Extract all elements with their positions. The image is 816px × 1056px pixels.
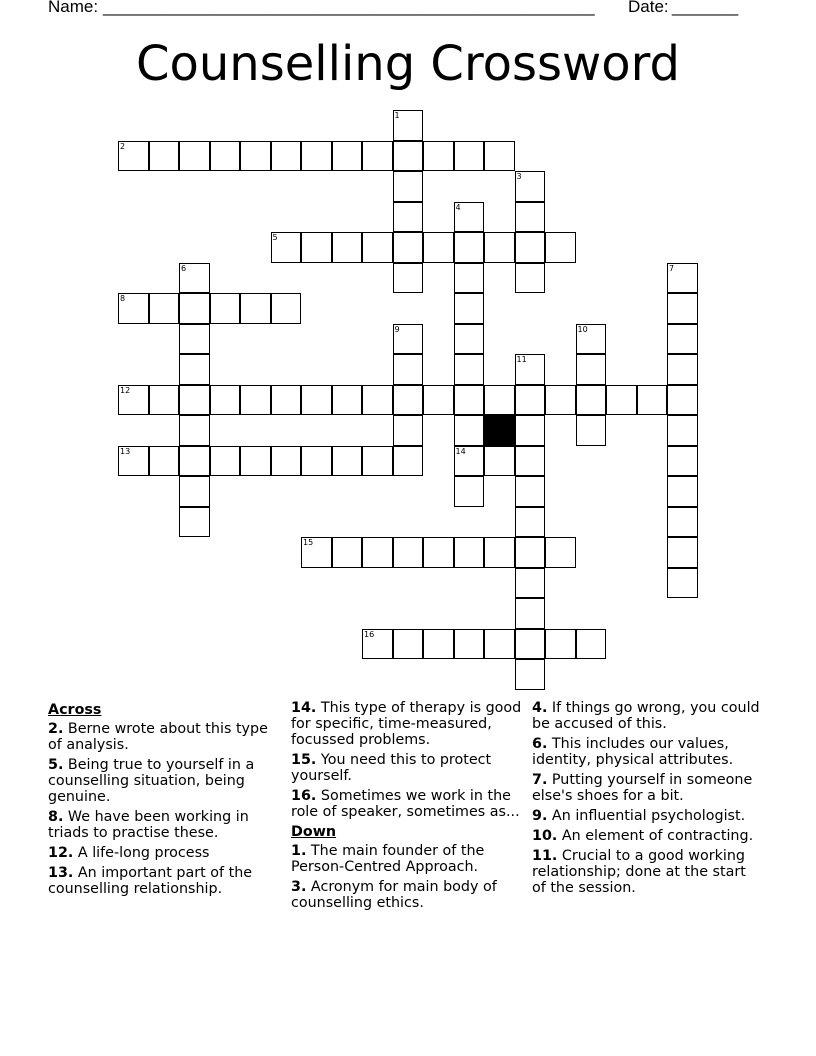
grid-cell[interactable] (454, 232, 485, 263)
grid-cell[interactable] (515, 568, 546, 599)
across-heading: Across (48, 702, 102, 718)
clue-number: 4 (455, 202, 461, 212)
clue-number: 8 (120, 294, 126, 303)
clue-item (291, 752, 523, 784)
grid-cell[interactable] (271, 446, 302, 477)
grid-cell[interactable] (454, 476, 485, 507)
clue-item (532, 808, 764, 824)
grid-cell[interactable] (240, 141, 271, 172)
grid-cell[interactable] (301, 385, 332, 416)
grid-cell[interactable] (393, 110, 424, 141)
grid-cell[interactable] (667, 324, 698, 355)
clue-item (291, 700, 523, 748)
grid-cell[interactable] (606, 385, 637, 416)
grid-cell[interactable] (667, 507, 698, 538)
clue-number: 11 (516, 355, 527, 364)
grid-cell[interactable] (393, 415, 424, 446)
grid-cell[interactable] (362, 385, 393, 416)
grid-cell[interactable] (515, 385, 546, 416)
grid-cell[interactable] (393, 354, 424, 385)
clue-item (532, 736, 764, 768)
grid-cell[interactable] (484, 232, 515, 263)
across-clue-list (48, 721, 280, 897)
grid-cell[interactable] (515, 171, 546, 202)
grid-cell[interactable] (393, 263, 424, 294)
grid-cell[interactable] (179, 354, 210, 385)
grid-cell[interactable] (667, 446, 698, 477)
grid-cell[interactable] (332, 446, 363, 477)
grid-cell[interactable] (210, 293, 241, 324)
clue-item-text: You need this to protect yourself. (291, 752, 492, 784)
grid-cell[interactable] (149, 385, 180, 416)
grid-cell[interactable] (545, 385, 576, 416)
grid-cell[interactable] (332, 141, 363, 172)
grid-cell[interactable] (454, 141, 485, 172)
grid-cell[interactable] (271, 293, 302, 324)
grid-cell[interactable] (149, 293, 180, 324)
grid-cell[interactable] (423, 537, 454, 568)
grid-cell[interactable] (484, 385, 515, 416)
grid-cell[interactable] (667, 476, 698, 507)
grid-cell[interactable] (393, 232, 424, 263)
grid-cell[interactable] (240, 446, 271, 477)
clue-item-text: This type of therapy is good for specific, time-measured, focussed problems. (291, 700, 522, 748)
grid-cell[interactable] (545, 537, 576, 568)
grid-cell[interactable] (393, 629, 424, 660)
grid-cell[interactable] (423, 232, 454, 263)
grid-cell[interactable] (515, 263, 546, 294)
clue-item-number: 13. (48, 865, 74, 881)
clue-item-text: Sometimes we work in the role of speaker, sometimes as... (291, 788, 520, 820)
page-title: Counselling Crossword (136, 36, 680, 92)
grid-cell[interactable] (149, 141, 180, 172)
grid-cell[interactable] (515, 354, 546, 385)
clue-item-number: 16. (291, 788, 317, 804)
grid-cell[interactable] (576, 324, 607, 355)
grid-cell[interactable] (179, 415, 210, 446)
grid-cell[interactable] (393, 202, 424, 233)
grid-cell[interactable] (576, 385, 607, 416)
grid-cell[interactable] (179, 141, 210, 172)
grid-cell[interactable] (362, 141, 393, 172)
across-clue-list-continued (291, 700, 523, 820)
date-line: _______ (672, 0, 739, 16)
grid-cell[interactable] (454, 385, 485, 416)
grid-cell[interactable] (484, 446, 515, 477)
grid-cell[interactable] (454, 202, 485, 233)
grid-cell[interactable] (515, 629, 546, 660)
clue-item-number: 11. (532, 848, 558, 864)
grid-cell[interactable] (515, 202, 546, 233)
grid-cell[interactable] (179, 293, 210, 324)
grid-cell[interactable] (362, 446, 393, 477)
clue-item-number: 6. (532, 736, 548, 752)
grid-cell[interactable] (515, 232, 546, 263)
clue-number: 2 (120, 141, 126, 151)
clue-item-number: 3. (291, 879, 307, 895)
clues-column-3 (532, 700, 764, 900)
grid-cell[interactable] (667, 537, 698, 568)
clue-item (532, 772, 764, 804)
grid-cell[interactable] (667, 263, 698, 294)
clue-item-text: The main founder of the Person-Centred Approach. (291, 843, 485, 875)
grid-cell[interactable] (484, 629, 515, 660)
grid-cell[interactable] (240, 293, 271, 324)
grid-cell[interactable] (179, 446, 210, 477)
clue-item (48, 845, 280, 861)
clue-number: 5 (272, 233, 278, 242)
grid-black-cell (484, 415, 515, 446)
clue-number: 10 (577, 324, 588, 334)
clue-item-text: A life-long process (73, 845, 210, 861)
clue-item-text: Putting yourself in someone else's shoes for a bit. (532, 772, 753, 804)
clue-item-number: 4. (532, 700, 548, 716)
clue-item-number: 2. (48, 721, 64, 737)
grid-cell[interactable] (423, 141, 454, 172)
clue-number: 9 (394, 324, 400, 334)
name-label: Name: (48, 0, 99, 16)
clue-item (48, 757, 280, 805)
clue-item-number: 15. (291, 752, 317, 768)
clue-item (291, 843, 523, 875)
grid-cell[interactable] (515, 659, 546, 690)
clue-item (291, 788, 523, 820)
grid-cell[interactable] (301, 446, 332, 477)
grid-cell[interactable] (454, 415, 485, 446)
grid-cell[interactable] (515, 598, 546, 629)
grid-cell[interactable] (545, 232, 576, 263)
grid-cell[interactable] (271, 141, 302, 172)
grid-cell[interactable] (179, 324, 210, 355)
clue-item (48, 865, 280, 897)
grid-cell[interactable] (393, 171, 424, 202)
grid-cell[interactable] (667, 293, 698, 324)
name-line: ____________________________________________________ (103, 0, 595, 16)
clue-number: 12 (120, 385, 131, 395)
grid-cell[interactable] (515, 446, 546, 477)
clue-item-text: An element of contracting. (557, 828, 754, 844)
grid-cell[interactable] (576, 415, 607, 446)
clue-number: 3 (516, 172, 522, 181)
grid-cell[interactable] (637, 385, 668, 416)
grid-cell[interactable] (454, 324, 485, 355)
grid-cell[interactable] (179, 507, 210, 538)
grid-cell[interactable] (362, 537, 393, 568)
grid-cell[interactable] (118, 141, 149, 172)
clue-item (291, 879, 523, 911)
grid-cell[interactable] (423, 629, 454, 660)
date-label: Date: (628, 0, 669, 16)
grid-cell[interactable] (515, 537, 546, 568)
grid-cell[interactable] (576, 354, 607, 385)
down-heading: Down (291, 824, 337, 840)
grid-cell[interactable] (393, 385, 424, 416)
clue-item (532, 700, 764, 732)
grid-cell[interactable] (667, 415, 698, 446)
clue-item-text: An influential psychologist. (547, 808, 746, 824)
grid-cell[interactable] (271, 232, 302, 263)
clue-item-number: 10. (532, 828, 558, 844)
grid-cell[interactable] (332, 385, 363, 416)
clue-number: 7 (669, 263, 675, 273)
grid-cell[interactable] (484, 141, 515, 172)
clue-item-number: 12. (48, 845, 74, 861)
grid-cell[interactable] (210, 385, 241, 416)
grid-cell[interactable] (118, 446, 149, 477)
grid-cell[interactable] (332, 537, 363, 568)
clue-item-text: An important part of the counselling relationship. (48, 865, 253, 897)
grid-cell[interactable] (454, 629, 485, 660)
grid-cell[interactable] (393, 446, 424, 477)
clue-item-text: If things go wrong, you could be accused of this. (532, 700, 760, 732)
grid-cell[interactable] (484, 537, 515, 568)
clue-item (532, 848, 764, 896)
grid-cell[interactable] (545, 629, 576, 660)
clue-item-text: This includes our values, identity, physical attributes. (532, 736, 734, 768)
clue-number: 14 (455, 446, 466, 456)
grid-cell[interactable] (454, 263, 485, 294)
grid-cell[interactable] (393, 141, 424, 172)
clue-item (48, 809, 280, 841)
clue-item-number: 9. (532, 808, 548, 824)
grid-cell[interactable] (515, 415, 546, 446)
grid-cell[interactable] (179, 263, 210, 294)
clues-column-2 (291, 700, 523, 915)
grid-cell[interactable] (393, 324, 424, 355)
grid-cell[interactable] (454, 446, 485, 477)
grid-cell[interactable] (667, 354, 698, 385)
clue-item-number: 7. (532, 772, 548, 788)
grid-cell[interactable] (454, 293, 485, 324)
clue-item (48, 721, 280, 753)
grid-cell[interactable] (393, 537, 424, 568)
clue-number: 1 (394, 111, 400, 120)
grid-cell[interactable] (240, 385, 271, 416)
clue-item-number: 8. (48, 809, 64, 825)
grid-cell[interactable] (362, 629, 393, 660)
clue-item-number: 14. (291, 700, 317, 716)
grid-cell[interactable] (454, 537, 485, 568)
grid-cell[interactable] (210, 446, 241, 477)
grid-cell[interactable] (301, 141, 332, 172)
clue-item-text: Acronym for main body of counselling ethics. (291, 879, 497, 911)
grid-cell[interactable] (118, 385, 149, 416)
clue-item-text: Crucial to a good working relationship; done at the start of the session. (532, 848, 746, 896)
clue-number: 13 (120, 446, 131, 456)
grid-cell[interactable] (515, 476, 546, 507)
grid-cell[interactable] (301, 537, 332, 568)
clue-item-text: Being true to yourself in a counselling situation, being genuine. (48, 757, 255, 805)
grid-cell[interactable] (454, 354, 485, 385)
grid-cell[interactable] (515, 507, 546, 538)
down-clue-list (291, 843, 523, 911)
clue-item-text: We have been working in triads to practise these. (48, 809, 249, 841)
grid-cell[interactable] (362, 232, 393, 263)
grid-cell[interactable] (271, 385, 302, 416)
clue-number: 6 (181, 263, 187, 273)
grid-cell[interactable] (667, 568, 698, 599)
clue-item (532, 828, 764, 844)
grid-cell[interactable] (301, 232, 332, 263)
grid-cell[interactable] (149, 446, 180, 477)
clue-item-number: 1. (291, 843, 307, 859)
grid-cell[interactable] (332, 232, 363, 263)
clue-item-text: Berne wrote about this type of analysis. (48, 721, 268, 753)
grid-cell[interactable] (576, 629, 607, 660)
grid-cell[interactable] (210, 141, 241, 172)
grid-cell[interactable] (118, 293, 149, 324)
clue-number: 15 (303, 538, 314, 547)
down-clue-list-continued (532, 700, 764, 896)
grid-cell[interactable] (423, 385, 454, 416)
clue-number: 16 (364, 629, 375, 639)
clue-item-number: 5. (48, 757, 64, 773)
clues-column-1 (48, 700, 280, 901)
grid-cell[interactable] (179, 476, 210, 507)
grid-cell[interactable] (667, 385, 698, 416)
grid-cell[interactable] (179, 385, 210, 416)
